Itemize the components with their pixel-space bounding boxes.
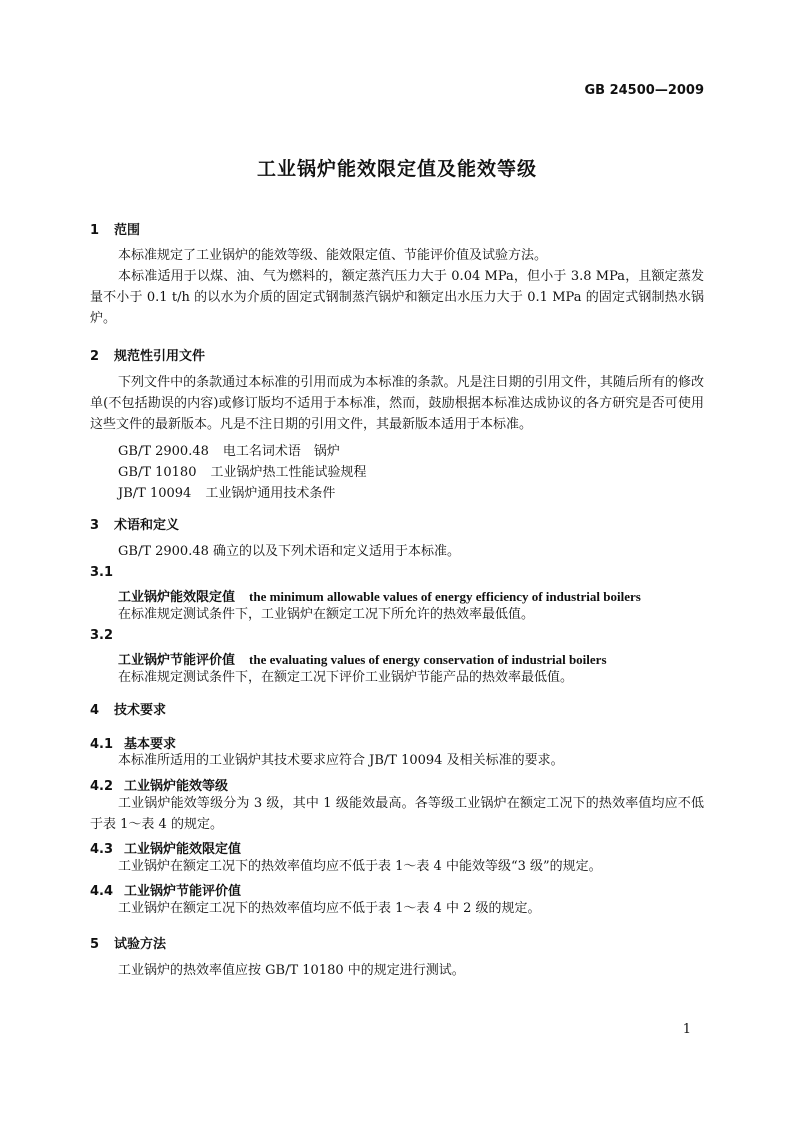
subsection-text: 本标准所适用的工业锅炉其技术要求应符合 JB/T 10094 及相关标准的要求。 (118, 753, 564, 768)
section-1-paragraph-2: 本标准适用于以煤、油、气为燃料的，额定蒸汽压力大于 0.04 MPa，但小于 3.8 MPa，且额定蒸发量不小于 0.1 t/h 的以水为介质的固定式钢制蒸汽锅炉和额定出水压力大于 0.1 MPa 的固定式钢制热水锅炉。 (90, 269, 704, 326)
term-english: the evaluating values of energy conservation of industrial boilers (249, 652, 607, 667)
subsection-number: 4.2 (90, 779, 114, 794)
term-entry (118, 649, 607, 668)
subsection-text: 工业锅炉在额定工况下的热效率值均应不低于表 1～表 4 中 2 级的规定。 (118, 901, 541, 916)
term-definition: 在标准规定测试条件下，工业锅炉在额定工况下所允许的热效率最低值。 (118, 607, 535, 622)
section-number: 3 (90, 518, 100, 533)
section-5-text: 工业锅炉的热效率值应按 GB/T 10180 中的规定进行测试。 (118, 963, 465, 978)
section-5-heading (90, 933, 166, 952)
subsection-heading (90, 838, 241, 857)
section-title: 规范性引用文件 (114, 349, 206, 364)
subsection-number: 4.4 (90, 884, 114, 899)
reference-code: GB/T 2900.48 (118, 444, 209, 459)
section-title: 范围 (114, 223, 141, 238)
page-number: 1 (682, 1022, 691, 1037)
standard-code: GB 24500—2009 (584, 83, 704, 98)
section-3-intro: GB/T 2900.48 确立的以及下列术语和定义适用于本标准。 (118, 544, 461, 559)
reference-code: GB/T 10180 (118, 465, 197, 480)
reference-item (118, 461, 367, 480)
section-number: 4 (90, 703, 100, 718)
subsection-number: 4.1 (90, 737, 114, 752)
subsection-title: 工业锅炉能效限定值 (124, 842, 242, 857)
term-chinese: 工业锅炉能效限定值 (118, 590, 236, 605)
section-number: 1 (90, 223, 100, 238)
section-title: 技术要求 (114, 703, 167, 718)
reference-title: 电工名词术语 锅炉 (222, 444, 340, 459)
subsection-title: 基本要求 (124, 737, 177, 752)
term-english: the minimum allowable values of energy efficiency of industrial boilers (249, 589, 641, 604)
section-4-heading (90, 699, 166, 718)
section-title: 术语和定义 (114, 518, 180, 533)
term-entry (118, 586, 641, 605)
section-title: 试验方法 (114, 937, 167, 952)
subsection-text: 工业锅炉在额定工况下的热效率值均应不低于表 1～表 4 中能效等级“3 级”的规定。 (118, 859, 602, 874)
subsection-title: 工业锅炉能效等级 (124, 779, 229, 794)
subsection-text: 工业锅炉能效等级分为 3 级，其中 1 级能效最高。各等级工业锅炉在额定工况下的热效率值均应不低于表 1～表 4 的规定。 (90, 796, 704, 832)
subsection-heading (90, 880, 241, 899)
section-3-heading (90, 514, 179, 533)
reference-title: 工业锅炉通用技术条件 (205, 486, 336, 501)
term-number: 3.1 (90, 565, 114, 580)
section-number: 5 (90, 937, 100, 952)
document-title: 工业锅炉能效限定值及能效等级 (256, 158, 537, 180)
reference-item (118, 482, 335, 501)
subsection-heading (90, 775, 228, 794)
subsection-number: 4.3 (90, 842, 114, 857)
subsection-title: 工业锅炉节能评价值 (124, 884, 242, 899)
section-number: 2 (90, 349, 100, 364)
reference-code: JB/T 10094 (118, 486, 192, 501)
reference-item (118, 440, 340, 459)
section-1-paragraph-1: 本标准规定了工业锅炉的能效等级、能效限定值、节能评价值及试验方法。 (118, 248, 548, 263)
section-1-heading (90, 219, 140, 238)
reference-title: 工业锅炉热工性能试验规程 (210, 465, 367, 480)
term-chinese: 工业锅炉节能评价值 (118, 653, 236, 668)
term-number: 3.2 (90, 628, 114, 643)
section-2-paragraph: 下列文件中的条款通过本标准的引用而成为本标准的条款。凡是注日期的引用文件，其随后所有的修改单(不包括勘误的内容)或修订版均不适用于本标准，然而，鼓励根据本标准达成协议的各方研究是否可使用这些文件的最新版本。凡是不注日期的引用文件，其最新版本适用于本标准。 (90, 375, 704, 432)
term-definition: 在标准规定测试条件下，在额定工况下评价工业锅炉节能产品的热效率最低值。 (118, 670, 574, 685)
section-2-heading (90, 345, 205, 364)
